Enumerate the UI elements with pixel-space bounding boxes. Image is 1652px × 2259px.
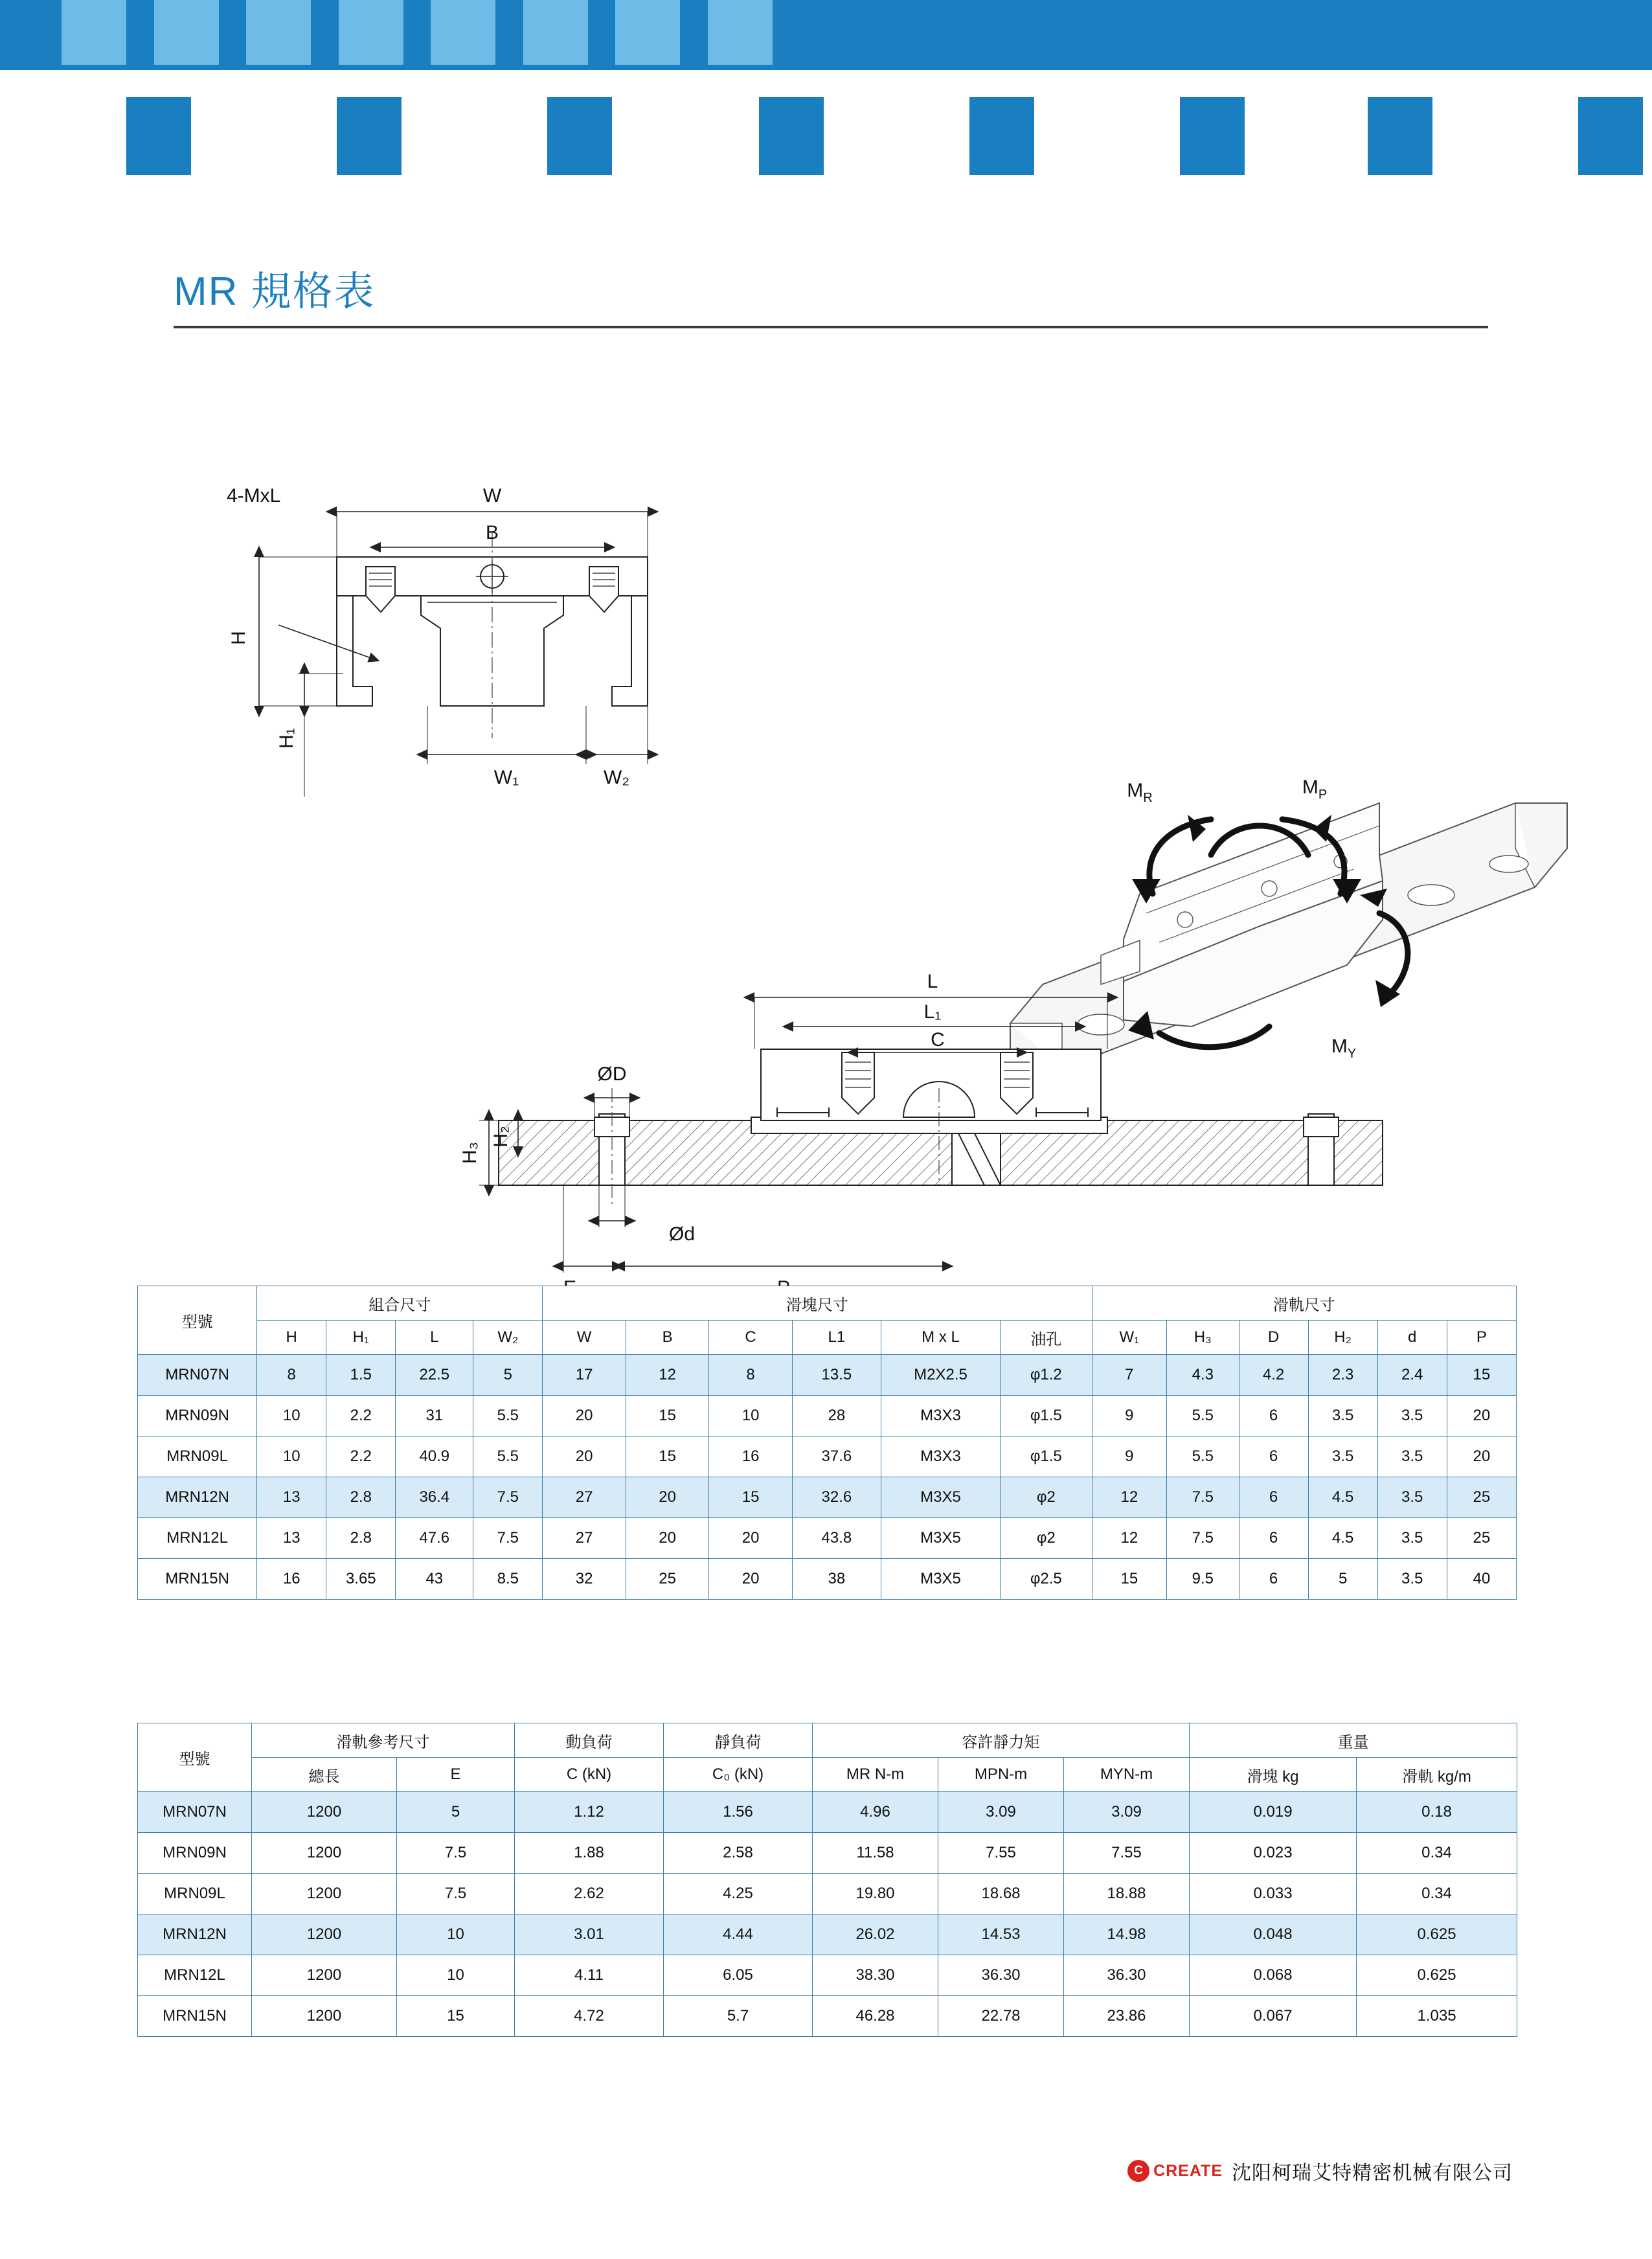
- table1-col-H: H: [257, 1321, 326, 1355]
- table1-cell: 12: [1092, 1477, 1167, 1518]
- table2-cell: 4.72: [515, 1996, 664, 2037]
- table1-cell: 3.5: [1377, 1436, 1447, 1477]
- table1-cell: 6: [1239, 1518, 1308, 1559]
- company-logo: [1127, 2160, 1223, 2182]
- table1-cell: 16: [257, 1559, 326, 1600]
- table1-cell: 1.5: [326, 1355, 396, 1396]
- logo-wordmark: CREATE: [1153, 2161, 1223, 2180]
- table2-cell: 36.30: [938, 1955, 1064, 1996]
- table2-cell: 36.30: [1064, 1955, 1190, 1996]
- table1-cell: 6: [1239, 1477, 1308, 1518]
- table1-col-oilhole: 油孔: [1001, 1321, 1092, 1355]
- table1-header-rail: 滑軌尺寸: [1092, 1286, 1517, 1321]
- page-title-wrap: [174, 259, 1488, 328]
- table1-cell: 31: [396, 1396, 473, 1436]
- logo-mark-icon: C: [1127, 2160, 1149, 2182]
- table2-row0-model: MRN07N: [138, 1792, 252, 1833]
- table1-cell: 16: [709, 1436, 793, 1477]
- table1-col-B: B: [626, 1321, 709, 1355]
- table1-cell: 25: [626, 1559, 709, 1600]
- table1-cell: 3.5: [1377, 1477, 1447, 1518]
- table2-col-MR: MR N-m: [813, 1758, 938, 1792]
- table1-cell: φ1.2: [1001, 1355, 1092, 1396]
- table1-cell: 4.5: [1308, 1518, 1377, 1559]
- decorative-header-bar: [0, 0, 1652, 194]
- table1-cell: M3X5: [881, 1518, 1000, 1559]
- table2-cell: 1200: [252, 1792, 397, 1833]
- table2-cell: 7.55: [1064, 1833, 1190, 1874]
- table2-cell: 18.88: [1064, 1874, 1190, 1914]
- dimensions-table: [137, 1286, 1517, 1600]
- table1-cell: 10: [709, 1396, 793, 1436]
- table1-cell: 43.8: [792, 1518, 881, 1559]
- table1-cell: 28: [792, 1396, 881, 1436]
- table2-cell: 19.80: [813, 1874, 938, 1914]
- table2-cell: 0.068: [1190, 1955, 1357, 1996]
- label-C: C: [931, 1029, 945, 1050]
- table1-cell: M3X5: [881, 1477, 1000, 1518]
- table1-cell: 5.5: [473, 1436, 543, 1477]
- table1-cell: 3.5: [1377, 1559, 1447, 1600]
- table1-cell: M3X3: [881, 1436, 1000, 1477]
- table2-cell: 26.02: [813, 1914, 938, 1955]
- label-W1: W₁: [493, 767, 519, 788]
- table2-row4-model: MRN12L: [138, 1955, 252, 1996]
- table1-cell: φ1.5: [1001, 1396, 1092, 1436]
- table2-cell: 18.68: [938, 1874, 1064, 1914]
- table1-cell: 13.5: [792, 1355, 881, 1396]
- table1-row1-model: MRN09N: [138, 1396, 257, 1436]
- drawings-svg: [0, 402, 1652, 1263]
- table2-cell: 6.05: [664, 1955, 813, 1996]
- table1-cell: φ2.5: [1001, 1559, 1092, 1600]
- table2-cell: 1200: [252, 1833, 397, 1874]
- table1-cell: 20: [543, 1436, 626, 1477]
- table1-cell: 7.5: [1167, 1518, 1239, 1559]
- table1-cell: 5: [1308, 1559, 1377, 1600]
- table2-cell: 4.96: [813, 1792, 938, 1833]
- table1-cell: 38: [792, 1559, 881, 1600]
- table1-cell: 2.4: [1377, 1355, 1447, 1396]
- table1-cell: 6: [1239, 1396, 1308, 1436]
- table1-cell: 7.5: [473, 1477, 543, 1518]
- table2-col-MY: MYN-m: [1064, 1758, 1190, 1792]
- table2-cell: 22.78: [938, 1996, 1064, 2037]
- table1-cell: 20: [626, 1518, 709, 1559]
- label-L1: L₁: [923, 1001, 942, 1023]
- table1-cell: 25: [1447, 1518, 1516, 1559]
- load-ratings-table: [137, 1723, 1517, 2037]
- table2-col-rail-weight: 滑軌 kg/m: [1357, 1758, 1517, 1792]
- table1-row3-model: MRN12N: [138, 1477, 257, 1518]
- table1-col-L1: L1: [792, 1321, 881, 1355]
- table1-cell: 15: [1092, 1559, 1167, 1600]
- dimensions-table-block: [137, 1286, 1517, 1600]
- table1-cell: 13: [257, 1477, 326, 1518]
- table2-cell: 0.033: [1190, 1874, 1357, 1914]
- table-row: [138, 1518, 1517, 1559]
- label-OD: ØD: [597, 1063, 627, 1085]
- table2-cell: 4.44: [664, 1914, 813, 1955]
- table1-cell: 27: [543, 1518, 626, 1559]
- label-MY: $M_Y$: [1331, 1036, 1357, 1061]
- table1-col-H2: H₂: [1308, 1321, 1377, 1355]
- table2-cell: 15: [397, 1996, 515, 2037]
- table2-header-stat-load: 靜負荷: [664, 1723, 813, 1758]
- table1-cell: 47.6: [396, 1518, 473, 1559]
- label-H1: H₁: [276, 728, 297, 749]
- label-Od: Ød: [668, 1223, 696, 1245]
- table1-cell: 7.5: [1167, 1477, 1239, 1518]
- table1-cell: 22.5: [396, 1355, 473, 1396]
- table2-cell: 14.98: [1064, 1914, 1190, 1955]
- table1-cell: 25: [1447, 1477, 1516, 1518]
- header-pattern: [0, 0, 1652, 194]
- table-row: [138, 1833, 1517, 1874]
- table1-col-W2: W₂: [473, 1321, 543, 1355]
- table1-cell: 8.5: [473, 1559, 543, 1600]
- table2-cell: 11.58: [813, 1833, 938, 1874]
- table1-cell: 37.6: [792, 1436, 881, 1477]
- table1-cell: 4.5: [1308, 1477, 1377, 1518]
- table1-column-header-row: [138, 1321, 1517, 1355]
- table2-cell: 23.86: [1064, 1996, 1190, 2037]
- title-divider: [174, 326, 1488, 328]
- table-row: [138, 1355, 1517, 1396]
- label-4MxL: 4-MxL: [227, 485, 281, 506]
- table1-cell: 27: [543, 1477, 626, 1518]
- table2-cell: 46.28: [813, 1996, 938, 2037]
- table2-cell: 3.01: [515, 1914, 664, 1955]
- table1-col-W1: W₁: [1092, 1321, 1167, 1355]
- table1-cell: 32.6: [792, 1477, 881, 1518]
- table2-col-total-length: 總長: [252, 1758, 397, 1792]
- table1-cell: M3X3: [881, 1396, 1000, 1436]
- table2-cell: 1.88: [515, 1833, 664, 1874]
- table2-header-moment: 容許靜力矩: [813, 1723, 1190, 1758]
- table1-cell: 9: [1092, 1436, 1167, 1477]
- table1-cell: 2.8: [326, 1518, 396, 1559]
- label-L: L: [927, 971, 938, 992]
- table1-cell: 7.5: [473, 1518, 543, 1559]
- table2-cell: 10: [397, 1914, 515, 1955]
- table1-header-block: 滑塊尺寸: [543, 1286, 1092, 1321]
- table-row: [138, 1874, 1517, 1914]
- table1-cell: 13: [257, 1518, 326, 1559]
- table1-group-header-row: [138, 1286, 1517, 1321]
- table1-cell: 6: [1239, 1436, 1308, 1477]
- table1-col-P: P: [1447, 1321, 1516, 1355]
- table2-column-header-row: [138, 1758, 1517, 1792]
- table2-cell: 0.34: [1357, 1833, 1517, 1874]
- table1-cell: 3.5: [1308, 1436, 1377, 1477]
- table1-col-MxL: M x L: [881, 1321, 1000, 1355]
- label-B: B: [485, 522, 499, 543]
- table2-cell: 0.18: [1357, 1792, 1517, 1833]
- company-name: 沈阳柯瑞艾特精密机械有限公司: [1232, 2163, 1513, 2184]
- table1-col-D: D: [1239, 1321, 1308, 1355]
- table1-cell: 40.9: [396, 1436, 473, 1477]
- table2-row5-model: MRN15N: [138, 1996, 252, 2037]
- table1-cell: M2X2.5: [881, 1355, 1000, 1396]
- table2-cell: 3.09: [938, 1792, 1064, 1833]
- table1-cell: 5.5: [1167, 1396, 1239, 1436]
- table2-cell: 4.25: [664, 1874, 813, 1914]
- table2-cell: 0.067: [1190, 1996, 1357, 2037]
- table2-cell: 0.048: [1190, 1914, 1357, 1955]
- table1-cell: 2.2: [326, 1436, 396, 1477]
- table2-cell: 1.56: [664, 1792, 813, 1833]
- table2-cell: 7.55: [938, 1833, 1064, 1874]
- label-W2: W₂: [604, 767, 629, 788]
- label-H: H: [228, 631, 249, 645]
- table2-header-rail-ref: 滑軌參考尺寸: [252, 1723, 515, 1758]
- table1-cell: 5.5: [473, 1396, 543, 1436]
- table2-header-model: 型號: [138, 1723, 252, 1792]
- table2-cell: 0.625: [1357, 1914, 1517, 1955]
- table1-cell: 2.2: [326, 1396, 396, 1436]
- table1-cell: 10: [257, 1396, 326, 1436]
- table1-cell: φ1.5: [1001, 1436, 1092, 1477]
- load-ratings-table-block: [137, 1723, 1517, 2037]
- table1-cell: 36.4: [396, 1477, 473, 1518]
- table1-cell: 12: [626, 1355, 709, 1396]
- table1-cell: 3.5: [1308, 1396, 1377, 1436]
- table1-cell: 17: [543, 1355, 626, 1396]
- table2-group-header-row: [138, 1723, 1517, 1758]
- table1-cell: 9: [1092, 1396, 1167, 1436]
- page-footer: [0, 2157, 1652, 2215]
- table1-cell: 20: [543, 1396, 626, 1436]
- table1-cell: 20: [709, 1518, 793, 1559]
- table2-row1-model: MRN09N: [138, 1833, 252, 1874]
- table1-cell: 2.8: [326, 1477, 396, 1518]
- table1-cell: 3.5: [1377, 1396, 1447, 1436]
- table2-row2-model: MRN09L: [138, 1874, 252, 1914]
- table1-cell: 2.3: [1308, 1355, 1377, 1396]
- table2-col-C: C (kN): [515, 1758, 664, 1792]
- table1-cell: 20: [709, 1559, 793, 1600]
- table2-cell: 1.12: [515, 1792, 664, 1833]
- table1-cell: 8: [257, 1355, 326, 1396]
- table1-row2-model: MRN09L: [138, 1436, 257, 1477]
- table1-col-W: W: [543, 1321, 626, 1355]
- table1-cell: 4.3: [1167, 1355, 1239, 1396]
- table2-cell: 14.53: [938, 1914, 1064, 1955]
- table2-cell: 7.5: [397, 1874, 515, 1914]
- table1-header-model: 型號: [138, 1286, 257, 1355]
- table-row: [138, 1955, 1517, 1996]
- table2-cell: 1200: [252, 1955, 397, 1996]
- table1-cell: 20: [626, 1477, 709, 1518]
- table2-cell: 0.625: [1357, 1955, 1517, 1996]
- table-row: [138, 1914, 1517, 1955]
- table-row: [138, 1996, 1517, 2037]
- table1-row5-model: MRN15N: [138, 1559, 257, 1600]
- table2-cell: 1200: [252, 1874, 397, 1914]
- table2-row3-model: MRN12N: [138, 1914, 252, 1955]
- table1-row4-model: MRN12L: [138, 1518, 257, 1559]
- table2-col-E: E: [397, 1758, 515, 1792]
- table2-col-C0: C₀ (kN): [664, 1758, 813, 1792]
- table1-col-d: d: [1377, 1321, 1447, 1355]
- table2-col-block-weight: 滑塊 kg: [1190, 1758, 1357, 1792]
- table2-cell: 4.11: [515, 1955, 664, 1996]
- table1-cell: 15: [626, 1436, 709, 1477]
- label-H2: H₂: [490, 1126, 512, 1148]
- table1-row0-model: MRN07N: [138, 1355, 257, 1396]
- table2-cell: 2.58: [664, 1833, 813, 1874]
- table2-cell: 5: [397, 1792, 515, 1833]
- table1-cell: 15: [1447, 1355, 1516, 1396]
- table1-cell: 40: [1447, 1559, 1516, 1600]
- table2-cell: 38.30: [813, 1955, 938, 1996]
- table1-cell: 43: [396, 1559, 473, 1600]
- table2-cell: 0.019: [1190, 1792, 1357, 1833]
- table2-cell: 7.5: [397, 1833, 515, 1874]
- table2-cell: 1.035: [1357, 1996, 1517, 2037]
- label-W: W: [482, 485, 502, 506]
- table2-cell: 1200: [252, 1914, 397, 1955]
- table1-cell: 7: [1092, 1355, 1167, 1396]
- table1-cell: φ2: [1001, 1518, 1092, 1559]
- table1-cell: 5: [473, 1355, 543, 1396]
- table-row: [138, 1396, 1517, 1436]
- table1-header-assembly: 組合尺寸: [257, 1286, 543, 1321]
- table1-cell: 3.65: [326, 1559, 396, 1600]
- table1-cell: 10: [257, 1436, 326, 1477]
- table2-cell: 2.62: [515, 1874, 664, 1914]
- technical-drawings: [0, 402, 1652, 1263]
- table1-cell: 5.5: [1167, 1436, 1239, 1477]
- table1-col-H3: H₃: [1167, 1321, 1239, 1355]
- table1-cell: 20: [1447, 1436, 1516, 1477]
- table-row: [138, 1792, 1517, 1833]
- table1-cell: 9.5: [1167, 1559, 1239, 1600]
- table1-col-C: C: [709, 1321, 793, 1355]
- label-MR: $M_R$: [1127, 780, 1153, 805]
- table1-col-H1: H₁: [326, 1321, 396, 1355]
- label-MP: $M_P$: [1302, 777, 1328, 802]
- table1-cell: 32: [543, 1559, 626, 1600]
- table2-cell: 0.34: [1357, 1874, 1517, 1914]
- table1-cell: 6: [1239, 1559, 1308, 1600]
- table2-header-weight: 重量: [1190, 1723, 1517, 1758]
- table1-col-L: L: [396, 1321, 473, 1355]
- table1-cell: 20: [1447, 1396, 1516, 1436]
- table1-cell: 15: [626, 1396, 709, 1436]
- table2-header-dyn-load: 動負荷: [515, 1723, 664, 1758]
- table2-cell: 1200: [252, 1996, 397, 2037]
- table-row: [138, 1436, 1517, 1477]
- table1-cell: 4.2: [1239, 1355, 1308, 1396]
- table1-cell: 3.5: [1377, 1518, 1447, 1559]
- table1-cell: 15: [709, 1477, 793, 1518]
- label-H3: H₃: [459, 1142, 481, 1164]
- table-row: [138, 1559, 1517, 1600]
- table2-cell: 10: [397, 1955, 515, 1996]
- page-title: MR 規格表: [174, 269, 376, 314]
- table1-cell: φ2: [1001, 1477, 1092, 1518]
- table2-col-MP: MPN-m: [938, 1758, 1064, 1792]
- table1-cell: M3X5: [881, 1559, 1000, 1600]
- table1-cell: 12: [1092, 1518, 1167, 1559]
- table1-cell: 8: [709, 1355, 793, 1396]
- table-row: [138, 1477, 1517, 1518]
- table2-cell: 0.023: [1190, 1833, 1357, 1874]
- table2-cell: 3.09: [1064, 1792, 1190, 1833]
- table2-cell: 5.7: [664, 1996, 813, 2037]
